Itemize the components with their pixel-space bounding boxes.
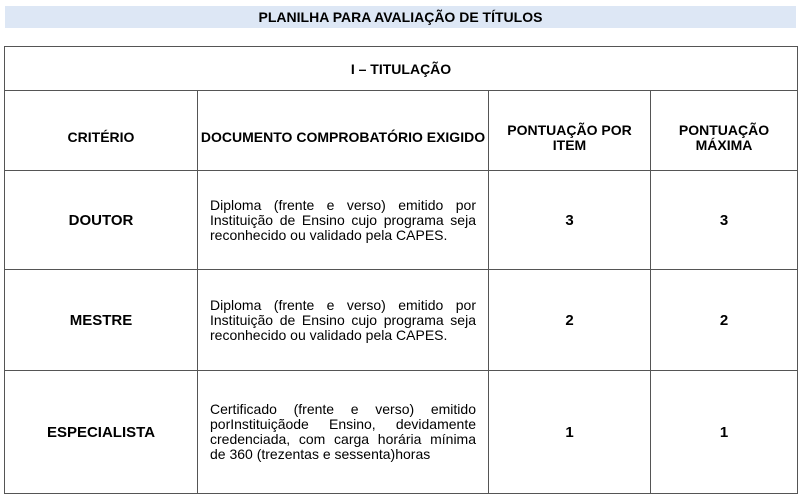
criterio-cell: ESPECIALISTA	[5, 371, 198, 494]
header-documento	[198, 91, 489, 171]
section-row	[5, 47, 798, 91]
pontuacao-item-cell: 3	[489, 171, 651, 270]
header-pontuacao-maxima-label: PONTUAÇÃO MÁXIMA	[678, 121, 770, 153]
header-pontuacao-item-label: PONTUAÇÃO POR ITEM	[507, 121, 632, 153]
pontuacao-maxima-cell: 1	[651, 371, 798, 494]
criterio-cell: MESTRE	[5, 270, 198, 371]
evaluation-table	[4, 46, 798, 494]
header-row	[5, 91, 798, 171]
table-row	[5, 270, 798, 371]
criterio-cell: DOUTOR	[5, 171, 198, 270]
header-criterio	[5, 91, 198, 171]
pontuacao-maxima-cell: 3	[651, 171, 798, 270]
sheet-banner-title: PLANILHA PARA AVALIAÇÃO DE TÍTULOS	[5, 6, 796, 28]
header-pontuacao-item	[489, 91, 651, 171]
header-pontuacao-maxima	[651, 91, 798, 171]
table-row	[5, 171, 798, 270]
documento-cell: Diploma (frente e verso) emitido por Instituição de Ensino cujo programa seja reconhecido ou validado pela CAPES.	[198, 171, 489, 270]
header-criterio-label: CRITÉRIO	[67, 129, 135, 145]
section-title: I – TITULAÇÃO	[5, 47, 798, 91]
documento-cell: Certificado (frente e verso) emitido porInstituiçãode Ensino, devidamente credenciada, com carga horária mínima de 360 (trezentas e sessenta)horas	[198, 371, 489, 494]
pontuacao-item-cell: 2	[489, 270, 651, 371]
pontuacao-item-cell: 1	[489, 371, 651, 494]
pontuacao-maxima-cell: 2	[651, 270, 798, 371]
documento-cell: Diploma (frente e verso) emitido por Instituição de Ensino cujo programa seja reconhecido ou validado pela CAPES.	[198, 270, 489, 371]
header-documento-label: DOCUMENTO COMPROBATÓRIO EXIGIDO	[200, 129, 486, 145]
table-row	[5, 371, 798, 494]
